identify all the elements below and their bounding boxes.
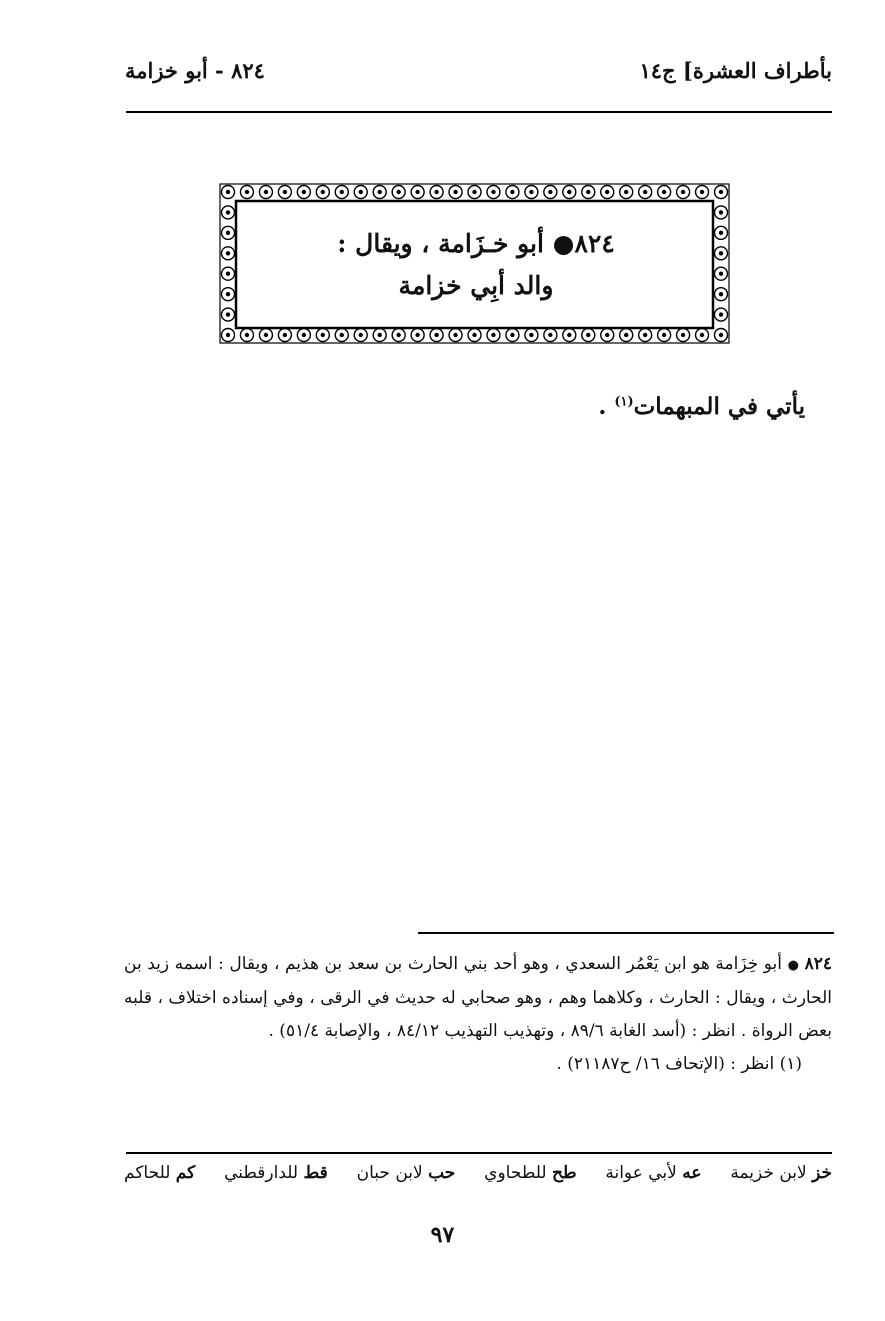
ornament-flower-icon xyxy=(278,186,291,199)
ornament-flower-icon xyxy=(430,329,443,342)
ornament-flower-icon xyxy=(222,186,235,199)
ornament-flower-icon xyxy=(411,329,424,342)
ornament-flower-icon xyxy=(715,206,728,219)
ornament-flower-icon xyxy=(259,186,272,199)
ornament-flower-icon xyxy=(544,329,557,342)
entry-title-box xyxy=(238,202,714,327)
ornament-flower-icon xyxy=(316,329,329,342)
ornament-flower-icon xyxy=(335,186,348,199)
ornament-flower-icon xyxy=(240,329,253,342)
page-header xyxy=(125,58,832,98)
ornament-flower-icon xyxy=(715,288,728,301)
ornament-flower-icon xyxy=(259,329,272,342)
ornament-flower-icon xyxy=(715,267,728,280)
ornament-flower-icon xyxy=(715,226,728,239)
abbr-item: عه لأبي عوانة xyxy=(605,1163,702,1183)
ornament-flower-icon xyxy=(411,186,424,199)
ornament-flower-icon xyxy=(639,186,652,199)
ornament-flower-icon xyxy=(563,329,576,342)
ornament-flower-icon xyxy=(525,186,538,199)
abbr-item: كم للحاكم xyxy=(124,1163,196,1183)
ornament-flower-icon xyxy=(582,329,595,342)
ornament-flower-icon xyxy=(392,186,405,199)
ornament-flower-icon xyxy=(487,329,500,342)
ornament-flower-icon xyxy=(335,329,348,342)
ornament-flower-icon xyxy=(620,329,633,342)
ornament-flower-icon xyxy=(658,329,671,342)
footnotes xyxy=(124,948,832,1081)
ornament-flower-icon xyxy=(449,186,462,199)
ornament-flower-icon xyxy=(525,329,538,342)
ornament-flower-icon xyxy=(677,186,690,199)
entry-heading: ٨٢٤ - أبو خزامة xyxy=(125,58,265,83)
ornament-flower-icon xyxy=(715,247,728,260)
page-number: ٩٧ xyxy=(430,1222,455,1248)
ornament-flower-icon xyxy=(222,308,235,321)
ornament-flower-icon xyxy=(430,186,443,199)
ornament-flower-icon xyxy=(316,186,329,199)
ornament-flower-icon xyxy=(468,186,481,199)
ornament-flower-icon xyxy=(715,308,728,321)
ornament-flower-icon xyxy=(392,329,405,342)
body-text: يأتي في المبهمات xyxy=(633,393,805,420)
ornament-flower-icon xyxy=(373,329,386,342)
header-rule xyxy=(126,111,832,113)
ornament-flower-icon xyxy=(639,329,652,342)
ornament-flower-icon xyxy=(222,247,235,260)
ornament-flower-icon xyxy=(715,186,728,199)
ornament-flower-icon xyxy=(696,329,709,342)
ornament-flower-icon xyxy=(715,329,728,342)
bottom-rule xyxy=(126,1152,832,1154)
ornament-flower-icon xyxy=(563,186,576,199)
footnote-main-text: أبو خِزَامة هو ابن يَعْمُر السعدي ، وهو أحد بني الحارث بن سعد بن هذيم ، ويقال : اسمه زيد بن الحارث ، ويقال : الحارث ، وكلاهما وهم ، وهو صحابي له حديث في الرقى ، وفي إسناده اختلاف ، قلبه بعض الرواة . انظر : (أسد الغابة ٨٩/٦ ، وتهذيب التهذيب ٨٤/١٢ ، والإصابة ٥١/٤) . xyxy=(124,954,832,1041)
ornament-flower-icon xyxy=(222,206,235,219)
ornament-flower-icon xyxy=(544,186,557,199)
abbr-item: خز لابن خزيمة xyxy=(730,1163,832,1183)
abbr-item: حب لابن حبان xyxy=(356,1163,456,1183)
ornament-flower-icon xyxy=(582,186,595,199)
ornament-flower-icon xyxy=(449,329,462,342)
footnote-marker: ٨٢٤ xyxy=(804,954,832,974)
ornament-flower-icon xyxy=(601,329,614,342)
running-title: بأطراف العشرة] ج١٤ xyxy=(639,58,832,83)
footnote-main xyxy=(124,948,832,1048)
ornament-flower-icon xyxy=(278,329,291,342)
bullet-icon: ● xyxy=(787,958,800,973)
ornament-flower-icon xyxy=(354,329,367,342)
entry-subtitle: والد أبِي خزامة xyxy=(398,270,554,300)
ornament-flower-icon xyxy=(222,226,235,239)
abbreviations-key xyxy=(124,1163,832,1183)
ornament-flower-icon xyxy=(354,186,367,199)
ornament-flower-icon xyxy=(506,186,519,199)
ornament-flower-icon xyxy=(468,329,481,342)
ornament-flower-icon xyxy=(222,267,235,280)
ornament-flower-icon xyxy=(677,329,690,342)
abbr-item: قط للدارقطني xyxy=(224,1163,328,1183)
footnote-1: (١) انظر : (الإتحاف ١٦/ ح٢١١٨٧) . xyxy=(556,1054,802,1074)
ornament-flower-icon xyxy=(297,329,310,342)
ornament-flower-icon xyxy=(696,186,709,199)
footnote-reference[interactable]: (١) xyxy=(614,394,634,410)
body-tail: . xyxy=(598,393,615,420)
body-paragraph xyxy=(598,393,805,420)
ornament-flower-icon xyxy=(658,186,671,199)
abbr-item: طح للطحاوي xyxy=(484,1163,577,1183)
ornament-flower-icon xyxy=(240,186,253,199)
ornament-flower-icon xyxy=(297,186,310,199)
ornament-flower-icon xyxy=(373,186,386,199)
ornament-flower-icon xyxy=(620,186,633,199)
ornament-flower-icon xyxy=(506,329,519,342)
footnote-rule xyxy=(418,932,834,934)
ornament-flower-icon xyxy=(487,186,500,199)
ornament-flower-icon xyxy=(222,288,235,301)
entry-title: ٨٢٤● أبو خـزَامة ، ويقال : xyxy=(337,228,615,258)
ornament-flower-icon xyxy=(601,186,614,199)
ornament-flower-icon xyxy=(222,329,235,342)
